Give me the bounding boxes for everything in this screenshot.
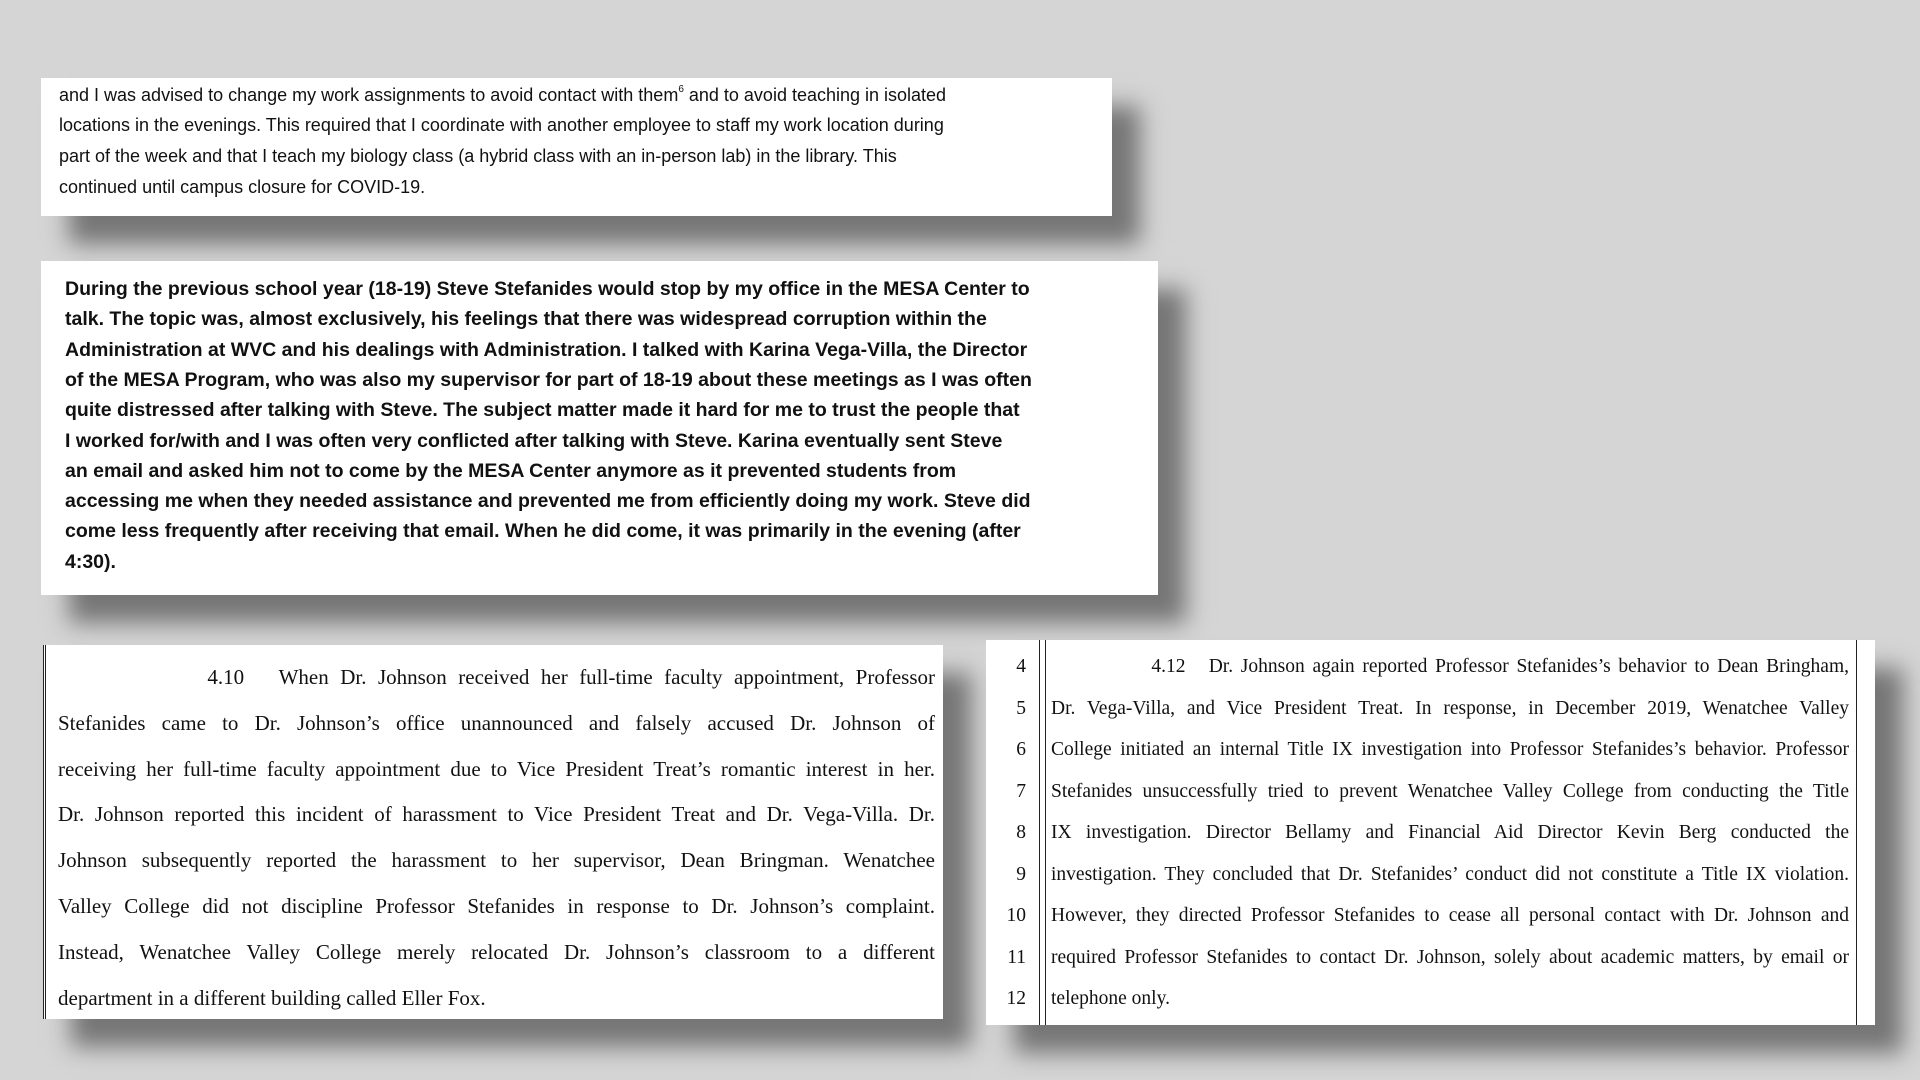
excerpt-complaint-4-10 bbox=[43, 645, 943, 1019]
text-line: During the previous school year (18-19) Steve Stefanides would stop by my office in the MESA Center to bbox=[65, 278, 1030, 300]
text-line: of the MESA Program, who was also my supervisor for part of 18-19 about these meetings as I was often bbox=[65, 368, 1032, 391]
text-line: receiving her full-time faculty appointment due to Vice President Treat’s romantic interest in her. bbox=[58, 756, 935, 781]
text-line: telephone only. bbox=[1051, 988, 1170, 1009]
text-line: come less frequently after receiving that email. When he did come, it was primarily in the evening (after bbox=[65, 520, 1021, 543]
text-line: required Professor Stefanides to contact Dr. Johnson, solely about academic matters, by email or bbox=[1051, 946, 1849, 968]
text-line: 4.12 Dr. Johnson again reported Professor Stefanides’s behavior to Dean Bringham, bbox=[1051, 656, 1849, 677]
text-line: an email and asked him not to come by the MESA Center anymore as it prevented students from bbox=[65, 459, 957, 482]
excerpt-statement-1 bbox=[41, 78, 1112, 216]
footnote-marker: 6 bbox=[678, 84, 684, 95]
text-line bbox=[59, 84, 946, 106]
text-span: and I was advised to change my work assignments to avoid contact with them bbox=[59, 85, 679, 105]
text-line: Dr. Johnson reported this incident of harassment to Vice President Treat and Dr. Vega-Villa. Dr. bbox=[58, 802, 935, 827]
line-number: 11 bbox=[1007, 946, 1026, 968]
text-line: 4:30). bbox=[65, 550, 116, 573]
text-line: IX investigation. Director Bellamy and Financial Aid Director Kevin Berg conducted the bbox=[1051, 822, 1849, 843]
text-line: Administration at WVC and his dealings with Administration. I talked with Karina Vega-Villa, the Director bbox=[65, 338, 1028, 361]
line-number: 12 bbox=[1006, 988, 1026, 1009]
margin-right-rule bbox=[1856, 640, 1857, 1025]
text-line: Valley College did not discipline Professor Stefanides in response to Dr. Johnson’s complaint. bbox=[58, 894, 935, 918]
text-line: part of the week and that I teach my biology class (a hybrid class with an in-person lab) in the library. This bbox=[59, 146, 897, 166]
text-line: I worked for/with and I was often very conflicted after talking with Steve. Karina eventually sent Steve bbox=[65, 429, 1003, 452]
text-line: Stefanides unsuccessfully tried to prevent Wenatchee Valley College from conducting the Title bbox=[1051, 780, 1849, 802]
text-span: and to avoid teaching in isolated bbox=[683, 85, 947, 105]
text-line: department in a different building called Eller Fox. bbox=[58, 985, 486, 1010]
excerpt-statement-2 bbox=[41, 261, 1158, 595]
text-line: investigation. They concluded that Dr. Stefanides’ conduct did not constitute a Title IX violation. bbox=[1051, 863, 1849, 885]
line-number: 6 bbox=[1016, 739, 1026, 760]
margin-double-rule bbox=[1039, 640, 1046, 1025]
text-line: Johnson subsequently reported the harassment to her supervisor, Dean Bringman. Wenatchee bbox=[58, 848, 935, 873]
text-line: accessing me when they needed assistance and prevented me from efficiently doing my work. Steve did bbox=[65, 490, 1031, 513]
text-line: Dr. Vega-Villa, and Vice President Treat. In response, in December 2019, Wenatchee Valley bbox=[1051, 697, 1849, 719]
line-number: 8 bbox=[1016, 822, 1026, 843]
text-line: Stefanides came to Dr. Johnson’s office unannounced and falsely accused Dr. Johnson of bbox=[58, 710, 935, 735]
text-line: continued until campus closure for COVID-19. bbox=[59, 177, 426, 197]
line-number: 9 bbox=[1016, 863, 1026, 885]
line-number: 7 bbox=[1016, 780, 1026, 802]
text-line: However, they directed Professor Stefanides to cease all personal contact with Dr. Johnson and bbox=[1051, 905, 1849, 926]
text-line: Instead, Wenatchee Valley College merely relocated Dr. Johnson’s classroom to a different bbox=[58, 939, 935, 964]
text-line: College initiated an internal Title IX investigation into Professor Stefanides’s behavior. Professor bbox=[1051, 739, 1849, 760]
text-line: quite distressed after talking with Steve. The subject matter made it hard for me to trust the people that bbox=[65, 399, 1020, 422]
line-number: 5 bbox=[1016, 697, 1026, 719]
line-number: 4 bbox=[1016, 656, 1026, 677]
text-line: 4.10 When Dr. Johnson received her full-time faculty appointment, Professor bbox=[58, 665, 935, 689]
excerpt-complaint-4-12 bbox=[986, 640, 1875, 1025]
line-number: 10 bbox=[1006, 905, 1026, 926]
text-line: talk. The topic was, almost exclusively, his feelings that there was widespread corruption within the bbox=[65, 308, 987, 331]
text-line: locations in the evenings. This required that I coordinate with another employee to staff my work location during bbox=[59, 115, 944, 135]
